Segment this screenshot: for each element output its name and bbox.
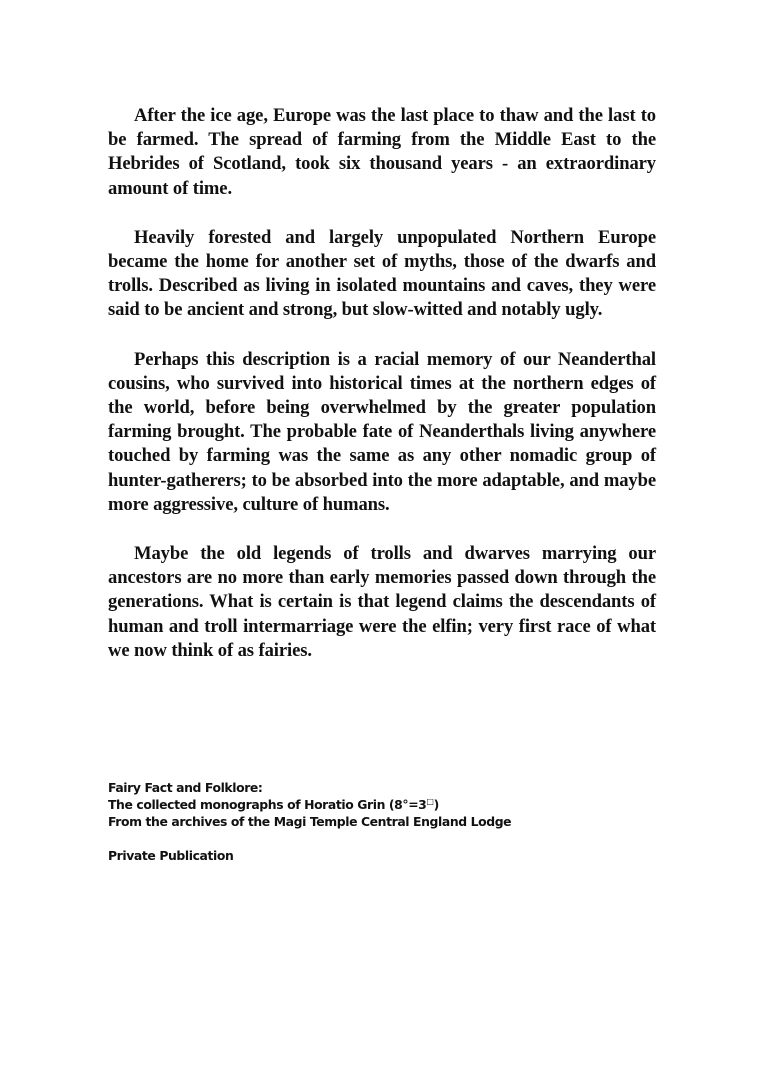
archives-line: From the archives of the Magi Temple Central England Lodge (108, 814, 512, 829)
paragraph-dwarfs-trolls: Heavily forested and largely unpopulated Northern Europe became the home for another set of myths, those of the dwarfs and trolls. Described as living in isolated mountains and caves, they were said to be ancient and strong, but slow-witted and notably ugly. (108, 226, 656, 321)
monographs-superscript: □ (426, 796, 434, 806)
body-text (108, 104, 656, 688)
paragraph-neanderthal: Perhaps this description is a racial memory of our Neanderthal cousins, who survived into historical times at the northern edges of the world, before being overwhelmed by the greater population farming brought. The probable fate of Neanderthals living anywhere touched by farming was the same as any other nomadic group of hunter-gatherers; to be absorbed into the more adaptable, and maybe more aggressive, culture of humans. (108, 348, 656, 515)
footer-credits (108, 779, 511, 864)
publication-line: Private Publication (108, 848, 234, 863)
series-title: Fairy Fact and Folklore: (108, 780, 263, 795)
monographs-suffix: ) (433, 797, 439, 812)
footer-spacer (108, 830, 511, 847)
paragraph-ice-age: After the ice age, Europe was the last place to thaw and the last to be farmed. The spread of farming from the Middle East to the Hebrides of Scotland, took six thousand years - an extraordinary amount of time. (108, 105, 656, 199)
monographs-prefix: The collected monographs of Horatio Grin (8°=3 (108, 797, 427, 812)
paragraph-legends: Maybe the old legends of trolls and dwarves marrying our ancestors are no more than early memories passed down through the generations. What is certain is that legend claims the descendants of human and troll intermarriage were the elfin; very first race of what we now think of as fairies. (108, 543, 656, 661)
monographs-line (108, 796, 511, 813)
